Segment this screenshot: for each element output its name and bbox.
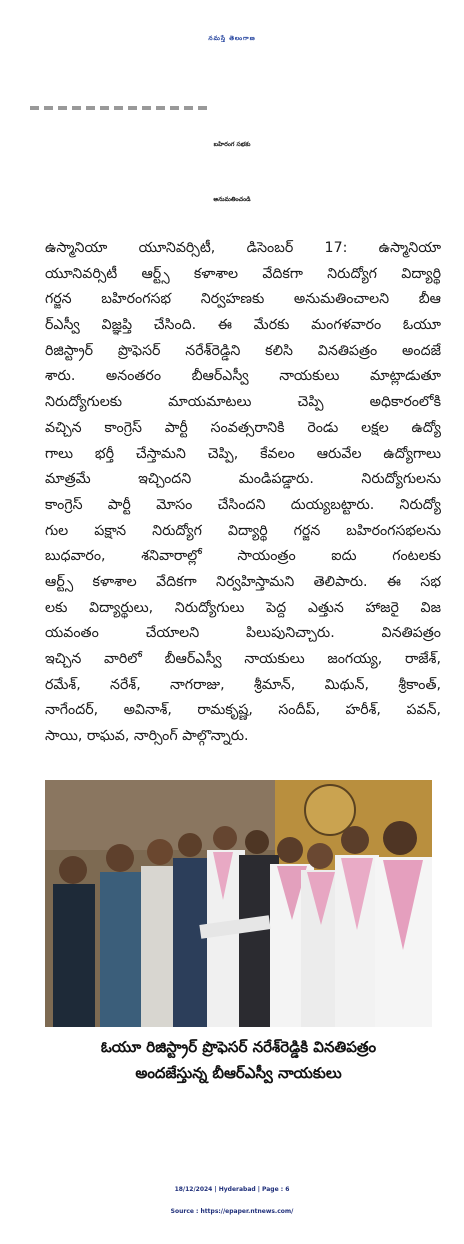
column-separator-dashes [30,95,440,105]
article-line: ఇచ్చిన వారిలో బీఆర్‌ఎస్వీ నాయకులు జంగయ్య, రాజేశ్, [45,651,441,667]
article-line: బుధవారం, శనివారాల్లో సాయంత్రం ఐదు గంటలకు [45,548,441,565]
newspaper-title: నమస్తే తెలంగాణ [208,35,256,42]
article-line: రిజిస్ట్రార్ ప్రొఫెసర్ నరేశ్‌రెడ్డిని కలిసి వినతిపత్రం అందజే [45,342,441,359]
article-line: యూనివర్సిటీ ఆర్ట్స్ కళాశాల వేదికగా నిరుద్యోగ విద్యార్థి [45,265,441,282]
article-line: నాగేందర్, అవినాశ్, రామకృష్ణ, సందీప్, హరీశ్, పవన్, [45,702,441,719]
article-line: ఆర్ట్స్ కళాశాల వేదికగా నిర్వహిస్తామని తెలిపారు. ఈ సభ [45,573,441,590]
masthead [0,0,464,80]
article-line: లకు విద్యార్థులు, నిరుద్యోగులు పెద్ద ఎత్తున హాజరై విజ [45,599,441,616]
article-line: గాలు భర్తీ చేస్తామని చెప్పి, కేవలం ఆరువేల ఉద్యోగాలు [45,445,441,462]
headline-kicker: బహిరంగ సభకు [213,141,251,148]
article-line: రమేశ్, నరేశ్, నాగరాజు, శ్రీమాన్, మిథున్, శ్రీకాంత్, [45,676,441,693]
article-line: వచ్చిన కాంగ్రెస్ పార్టీ సంవత్సరానికి రెండు లక్షల ఉద్యో [45,419,441,436]
article-line: యవంతం చేయాలని పిలుపునిచ్చారు. వినతిపత్రం [45,625,441,642]
article-line: మాత్రమే ఇచ్చిందని మండిపడ్డారు. నిరుద్యోగులను [45,471,441,488]
footer-source-link[interactable]: Source : https://epaper.ntnews.com/ [170,1208,294,1215]
article-line: కాంగ్రెస్ పార్టీ మోసం చేసిందని దుయ్యబట్టారు. నిరుద్యో [45,496,441,513]
article-line: నిరుద్యోగులకు మాయమాటలు చెప్పి అధికారంలోకి [45,394,441,411]
article-line: ఉస్మానియా యూనివర్సిటీ, డిసెంబర్ 17: ఉస్మానియా [45,240,441,256]
headline-main: అనుమతించండి [213,196,251,203]
photo-caption [45,1034,432,1086]
footer-dateline: 18/12/2024 | Hyderabad | Page : 6 [174,1186,290,1193]
news-photo-illustration [45,780,432,1027]
page-footer [0,1179,464,1223]
news-photo [45,780,432,1027]
article-body [45,236,441,750]
article-line: గుల పక్షాన నిరుద్యోగ విద్యార్థి గర్జన బహిరంగసభలను [45,522,441,539]
article-line: సాయి, రాఘవ, నార్సింగ్ పాల్గొన్నారు. [45,728,249,745]
caption-line-2: అందజేస్తున్న బీఆర్‌ఎస్వీ నాయకులు [135,1064,342,1082]
article-line: గర్జన బహిరంగసభ నిర్వహణకు అనుమతించాలని బీఆ [45,291,441,308]
caption-line-1: ఓయూ రిజిస్ట్రార్ ప్రొఫెసర్ నరేశ్‌రెడ్డికి వినతిపత్రం [100,1038,377,1056]
article-line: ర్‌ఎస్వీ విజ్ఞప్తి చేసింది. ఈ మేరకు మంగళవారం ఓయూ [45,317,441,334]
article-line: శారు. అనంతరం బీఆర్‌ఎస్వీ నాయకులు మాట్లాడుతూ [45,368,441,385]
